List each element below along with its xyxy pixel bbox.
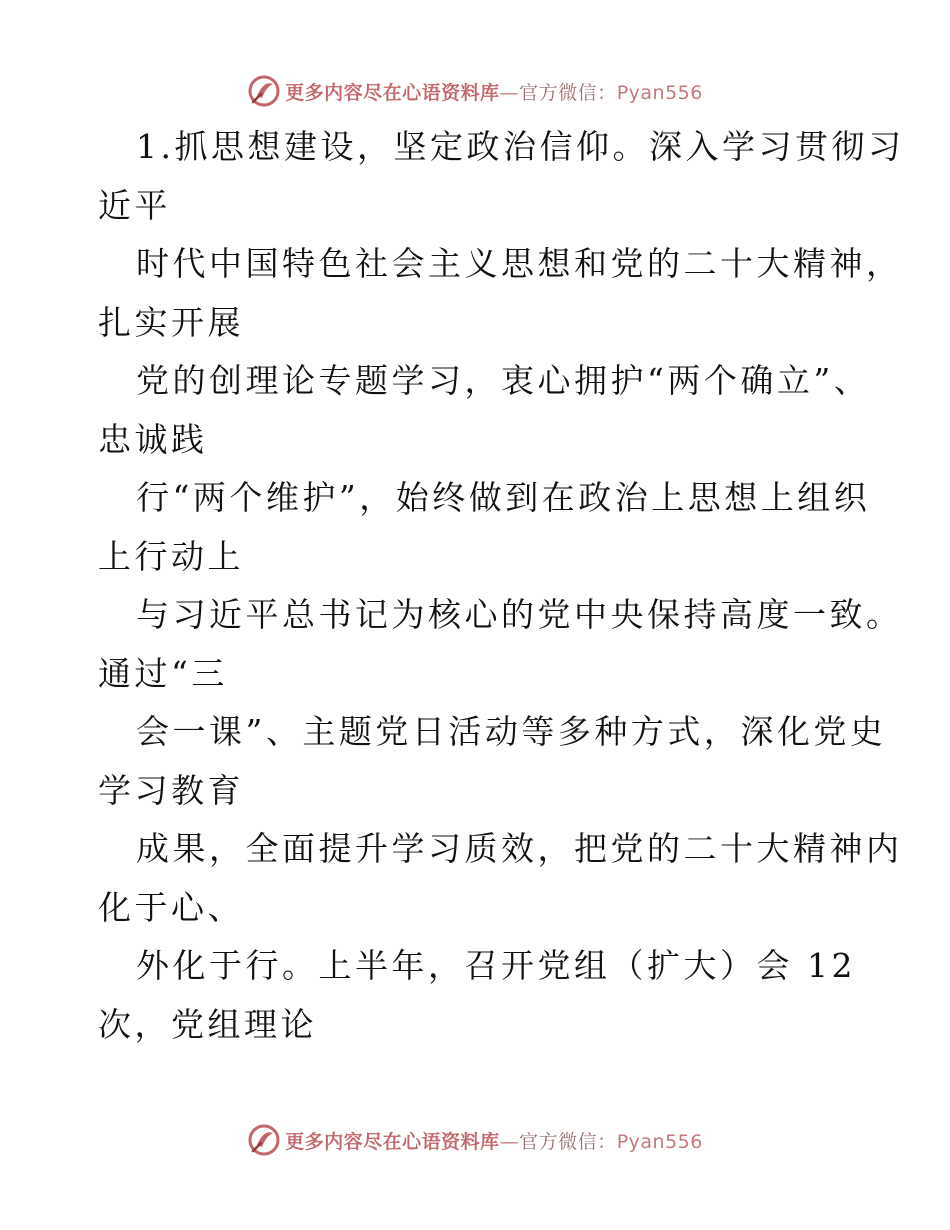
document-body — [98, 118, 905, 1054]
text-line: 会一课”、主题党日活动等多种方式，深化党史 — [136, 712, 887, 751]
watermark-wechat-id: Pyan556 — [616, 81, 703, 104]
watermark-dash: — — [499, 81, 520, 104]
watermark-wechat-label: 官方微信： — [519, 1130, 617, 1153]
header-watermark — [0, 71, 950, 111]
text-line: 1.抓思想建设，坚定政治信仰。深入学习贯彻习 — [136, 127, 905, 166]
text-line: 外化于行。上半年，召开党组（扩大）会 12 — [136, 946, 856, 985]
text-line: 上行动上 — [98, 536, 244, 576]
watermark-text — [285, 1127, 703, 1154]
text-line: 党的创理论专题学习，衷心拥护“两个确立”、 — [136, 361, 871, 400]
footer-watermark — [0, 1120, 950, 1160]
text-line: 成果，全面提升学习质效，把党的二十大精神内 — [136, 829, 903, 868]
watermark-dash: — — [499, 1130, 520, 1153]
watermark-wechat-id: Pyan556 — [616, 1130, 703, 1153]
text-line: 通过“三 — [98, 653, 228, 693]
text-line: 忠诚践 — [98, 419, 208, 459]
logo-icon — [247, 74, 281, 108]
watermark-text — [285, 78, 703, 105]
text-line: 扎实开展 — [98, 302, 244, 342]
text-line: 化于心、 — [98, 887, 244, 927]
watermark-main: 更多内容尽在心语资料库 — [285, 81, 500, 104]
text-line: 行“两个维护”，始终做到在政治上思想上组织 — [136, 478, 871, 517]
logo-icon — [247, 1123, 281, 1157]
text-line: 与习近平总书记为核心的党中央保持高度一致。 — [136, 595, 903, 634]
text-line: 学习教育 — [98, 770, 244, 810]
watermark-main: 更多内容尽在心语资料库 — [285, 1130, 500, 1153]
text-line: 次，党组理论 — [98, 1004, 317, 1044]
watermark-wechat-label: 官方微信： — [519, 81, 617, 104]
text-line: 时代中国特色社会主义思想和党的二十大精神， — [136, 244, 903, 283]
text-line: 近平 — [98, 185, 171, 225]
